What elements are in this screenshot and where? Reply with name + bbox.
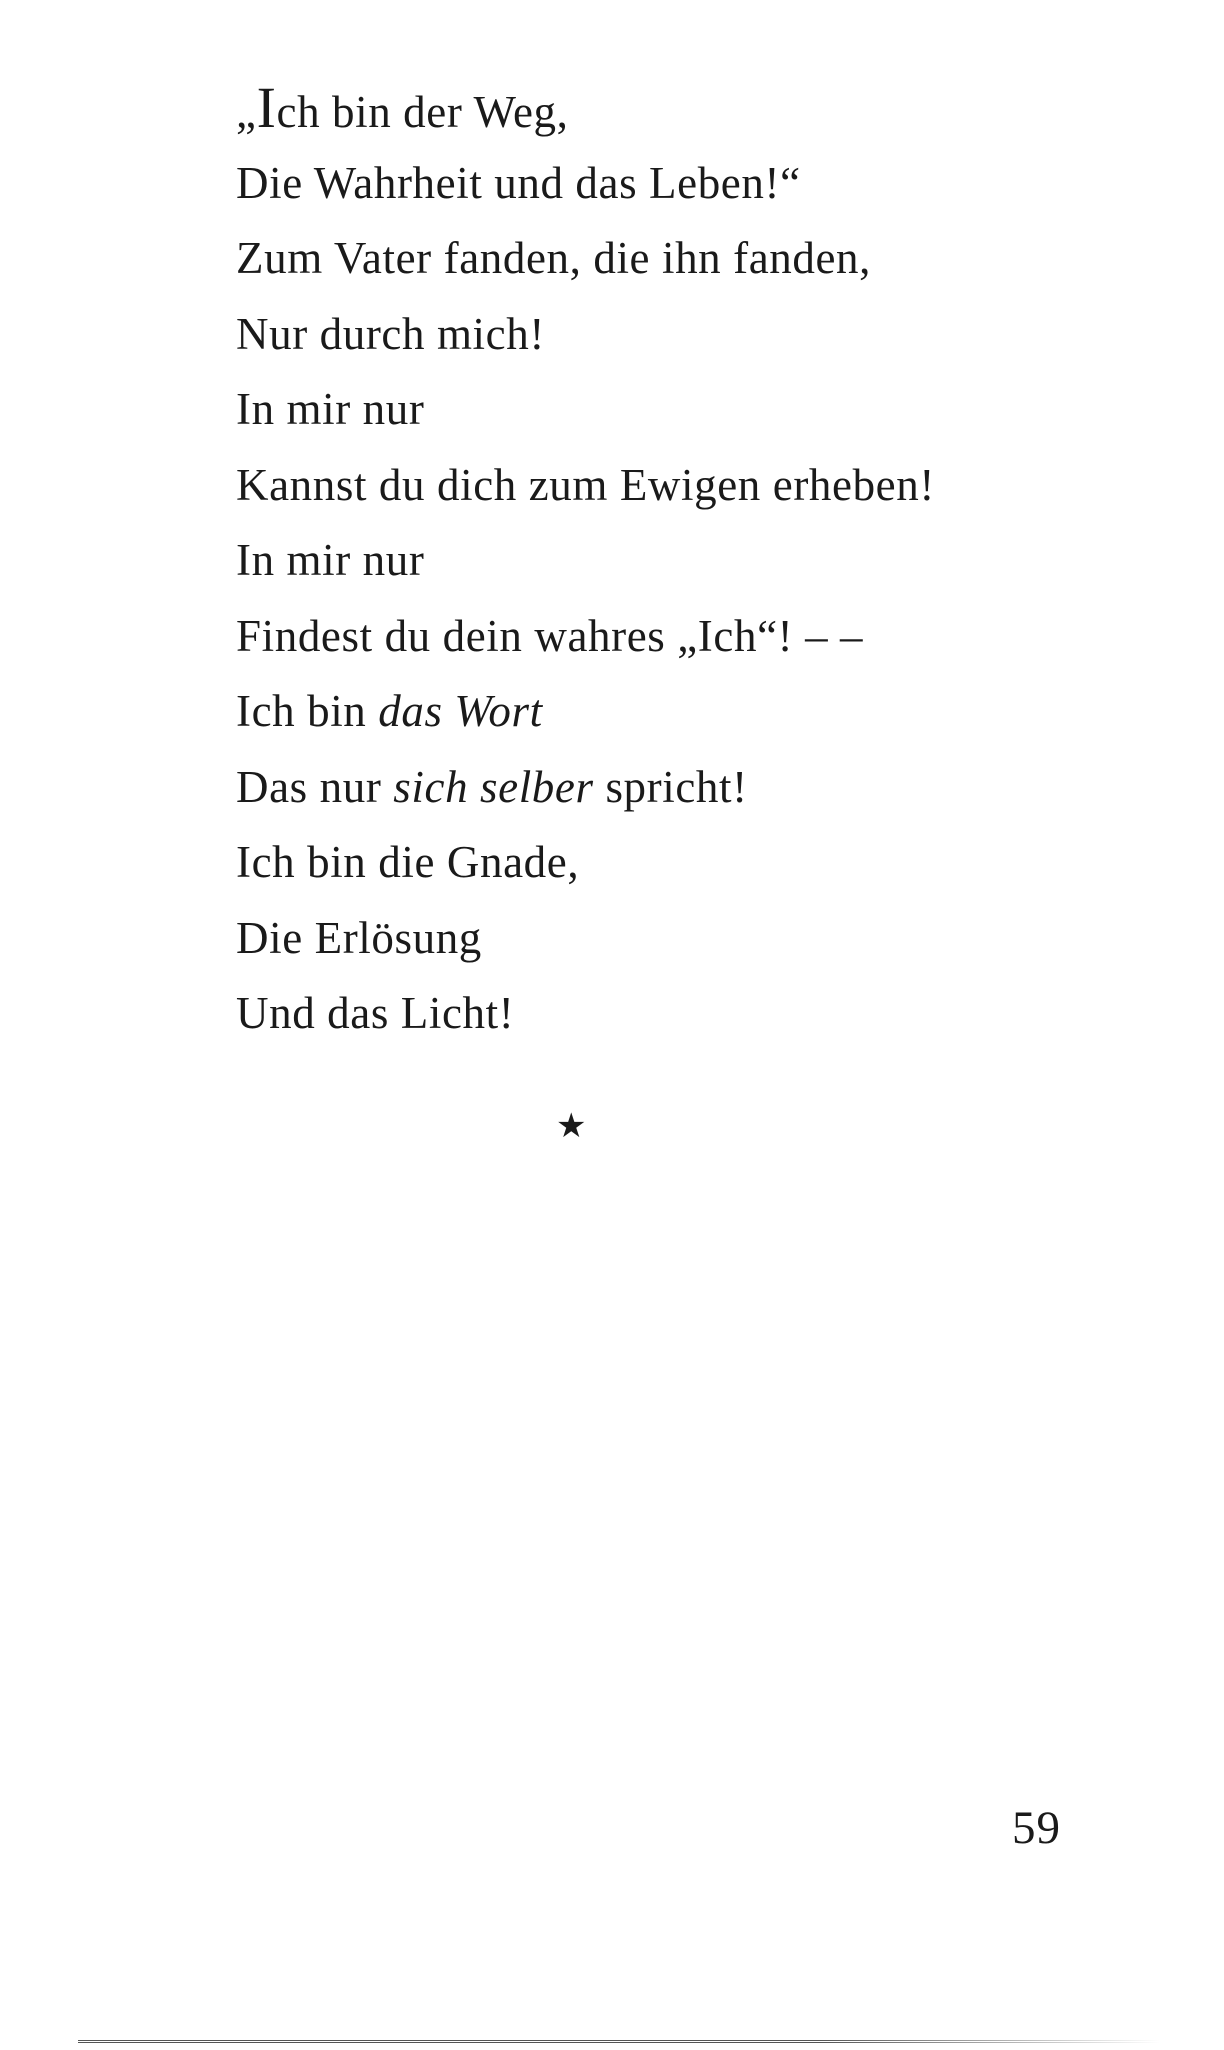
poem-line bbox=[236, 976, 935, 1052]
poem-line-text: „ bbox=[236, 87, 257, 137]
poem-line-text: Kannst du dich zum Ewigen erheben! bbox=[236, 459, 935, 510]
poem-line bbox=[236, 523, 935, 599]
poem-line bbox=[236, 297, 935, 373]
poem-line bbox=[236, 146, 935, 222]
page-number: 59 bbox=[1012, 1802, 1061, 1854]
poem-line-text: Das nur bbox=[236, 761, 394, 812]
poem-line-text: Die Wahrheit und das Leben!“ bbox=[236, 157, 801, 208]
poem-line-emphasis: das Wort bbox=[378, 686, 543, 736]
poem-line-text: Ich bin bbox=[236, 686, 379, 736]
poem-line bbox=[236, 674, 935, 750]
poem-line-text: In mir nur bbox=[236, 535, 425, 585]
poem-initial: I bbox=[256, 75, 277, 140]
poem-line-text: Zum Vater fanden, die ihn fanden, bbox=[236, 233, 872, 283]
poem-line-emphasis: sich selber bbox=[393, 761, 594, 812]
poem bbox=[236, 70, 935, 1052]
poem-line bbox=[236, 372, 935, 448]
poem-line-text: Und das Licht! bbox=[236, 988, 515, 1038]
poem-line-text: Ich bin die Gnade, bbox=[236, 837, 580, 887]
poem-line bbox=[236, 750, 935, 826]
poem-line-text: Die Erlösung bbox=[236, 912, 482, 963]
poem-line-text: ch bin der Weg, bbox=[276, 87, 569, 137]
star-separator-icon: ★ bbox=[556, 1106, 587, 1146]
poem-line-text: Nur durch mich! bbox=[236, 308, 545, 359]
poem-line bbox=[236, 70, 935, 146]
poem-line bbox=[236, 221, 935, 297]
poem-line-text: Findest du dein wahres „Ich“! – – bbox=[236, 610, 864, 661]
poem-line bbox=[236, 599, 935, 675]
poem-line bbox=[236, 901, 935, 977]
poem-line bbox=[236, 448, 935, 524]
poem-line-text: spricht! bbox=[593, 761, 748, 812]
page-bottom-edge-fade bbox=[820, 2038, 1220, 2046]
poem-line-text: In mir nur bbox=[236, 384, 425, 434]
poem-line bbox=[236, 825, 935, 901]
